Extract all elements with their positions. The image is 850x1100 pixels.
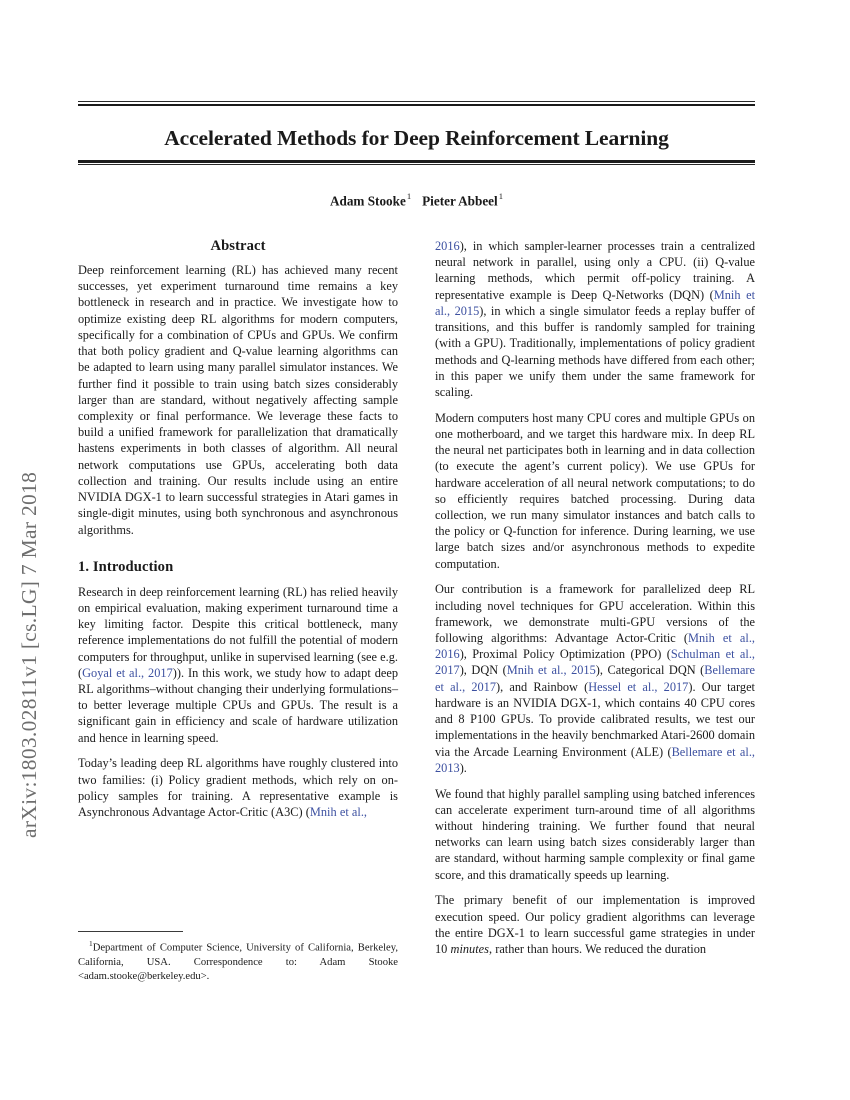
right-column: [435, 238, 755, 957]
footnote-block: [78, 931, 398, 984]
citation-link[interactable]: Mnih et al.,: [435, 287, 755, 318]
citation-link[interactable]: 2016: [435, 239, 460, 253]
emphasis-minutes: minutes: [450, 941, 489, 956]
paper-page: [78, 0, 755, 1100]
page-title: Accelerated Methods for Deep Reinforcement Learning: [164, 126, 669, 151]
abstract-paragraph: Deep reinforcement learning (RL) has achieved many recent successes, yet experiment turnaround time remains a key bottleneck in research and in practice. We investigate how to optimize existing deep RL algorithms for modern computers, specifically for a combination of CPUs and GPUs. We confirm that both policy gradient and Q-value learning algorithms can be adapted to learn using many parallel simulator instances. We further find it possible to train using batch sizes considerably larger than are standard, without negatively affecting sample complexity or final performance. We leverage these facts to build a unified framework for parallelization that dramatically hastens experiments in both classes of algorithm. All neural network computations use GPUs, accelerating both data collection and training. Our results include using an entire NVIDIA DGX-1 to learn successful strategies in Atari games in single-digit minutes, using both synchronous and asynchronous algorithms.: [78, 263, 398, 537]
author-name-second: Pieter Abbeel: [422, 193, 498, 209]
right-p3-text-e: ), and Rainbow (: [496, 679, 589, 694]
right-p3-text-f: ). Our target hardware is an NVIDIA DGX-1, which contains 40 CPU cores and 8 P100 GPUs. To provide calibrated results, we test our implementations in the heavily benchmarked Atari-2600 domain via the Arcade Learning Environment (ALE) (: [435, 679, 755, 759]
two-column-body: [78, 238, 755, 998]
citation-link[interactable]: Schulman et al., 2017: [435, 647, 755, 678]
right-p1-text-a: ), in which sampler-learner processes train a centralized neural network in parallel, using only a CPU. (ii) Q-value learning methods, which permit off-policy training. A representative example is Deep Q-Networks (DQN) (: [435, 239, 755, 302]
citation-link[interactable]: Bellemare et al., 2017: [435, 663, 756, 694]
citation-link[interactable]: Mnih et al., 2015: [506, 663, 596, 678]
citation-link[interactable]: Hessel et al., 2017: [588, 679, 689, 694]
author-list: [78, 192, 755, 209]
rule-thick-line: [78, 104, 755, 107]
citation-link[interactable]: Goyal et al., 2017: [82, 665, 173, 680]
intro-paragraph-2: [78, 755, 398, 820]
right-p5-text-a: The primary benefit of our implementation is improved execution speed. Our policy gradient algorithms can leverage the entire DGX-1 to learn successful game strategies in under 10: [435, 893, 755, 956]
citation-link[interactable]: 2015: [454, 303, 480, 318]
right-paragraph-4: We found that highly parallel sampling using batched inferences can accelerate experiment turn-around time of all algorithms without hindering training. We further found that neural networks can learn using batch sizes considerably larger than are standard, without harming sample complexity or final game score, and this dramatically speeds up learning.: [435, 786, 755, 882]
section-heading-introduction: 1. Introduction: [78, 558, 174, 575]
right-p3-text-d: ), Categorical DQN (: [595, 663, 705, 678]
citation-link[interactable]: Mnih et al.,: [309, 805, 368, 820]
rule-thin-line: [78, 164, 755, 165]
footnote-text: Department of Computer Science, University of California, Berkeley, California, USA. Correspondence to: Adam Stooke <adam.stooke@berkeley.edu>.: [78, 942, 398, 982]
right-paragraph-3: [435, 581, 755, 776]
citation-link[interactable]: Bellemare et al., 2013: [435, 744, 755, 775]
footnote-separator-rule: [78, 931, 183, 932]
right-paragraph-1: [435, 238, 755, 400]
intro-p1-text-a: Research in deep reinforcement learning (RL) has relied heavily on empirical evaluation, making experiment turnaround time a key limiting factor. Despite this critical bottleneck, many reference implementations do not fulfill the potential of modern computers for throughput, unlike in supervised learning (see e.g. (: [78, 584, 398, 680]
author-name-first: Adam Stooke: [329, 193, 406, 209]
intro-p1-text-b: )). In this work, we study how to adapt deep RL algorithms–without changing their underlying formulations–to better leverage multiple CPUs and GPUs. The result is a significant gain in efficiency and scale of hardware utilization and hence in learning speed.: [78, 665, 398, 745]
right-p1-text-b: ), in which a single simulator feeds a replay buffer of transitions, and this buffer is randomly sampled for training (with a GPU). Traditionally, implementations of policy gradient methods and Q-learning methods have differed from each other; in this paper we unify them under the same framework for scaling.: [435, 303, 755, 399]
citation-link[interactable]: Mnih et al., 2016: [435, 631, 755, 662]
intro-p2-text-a: Today’s leading deep RL algorithms have roughly clustered into two families: (i) Policy gradient methods, which rely on on-policy samples for training. A representative example is Asynchronous Advantage Actor-Critic (A3C) (: [78, 756, 398, 820]
author-affiliation-marker: 1: [498, 191, 503, 201]
intro-paragraph-1: [78, 584, 398, 746]
right-p3-text-b: ), Proximal Policy Optimization (PPO) (: [459, 647, 671, 662]
arxiv-identifier-stamp: [0, 0, 58, 1100]
left-column: [78, 238, 398, 820]
right-p3-text-g: ).: [459, 760, 467, 775]
right-paragraph-5: [435, 892, 755, 957]
arxiv-identifier-text: arXiv:1803.02811v1 [cs.LG] 7 Mar 2018: [16, 471, 41, 838]
right-p5-text-b: , rather than hours. We reduced the duration: [488, 941, 707, 956]
right-p3-text-c: ), DQN (: [459, 663, 507, 678]
right-p3-text-a: Our contribution is a framework for parallelized deep RL including novel techniques for GPU acceleration. Within this framework, we demonstrate multi-GPU versions of the following algorithms: Advantage Actor-Critic (: [435, 582, 755, 646]
footnote-marker: 1: [89, 939, 93, 948]
title-rule-top: [78, 101, 755, 106]
right-paragraph-2: Modern computers host many CPU cores and multiple GPUs on one motherboard, and we target this hardware mix. In deep RL the neural net participates both in learning and in data collection (to execute the agent’s current policy). We use GPUs for hardware acceleration of all neural network computations; to do so efficiently requires batched processing. During data collection, we run many simulator instances and batch calls to the policy or Q-function for inference. During learning, we use large batch sizes and/or asynchronous methods to expedite computation.: [435, 410, 755, 571]
author-affiliation-marker: 1: [406, 191, 412, 201]
title-rule-bottom: [78, 160, 755, 165]
abstract-heading: Abstract: [210, 238, 266, 254]
footnote-affiliation: [78, 939, 398, 984]
